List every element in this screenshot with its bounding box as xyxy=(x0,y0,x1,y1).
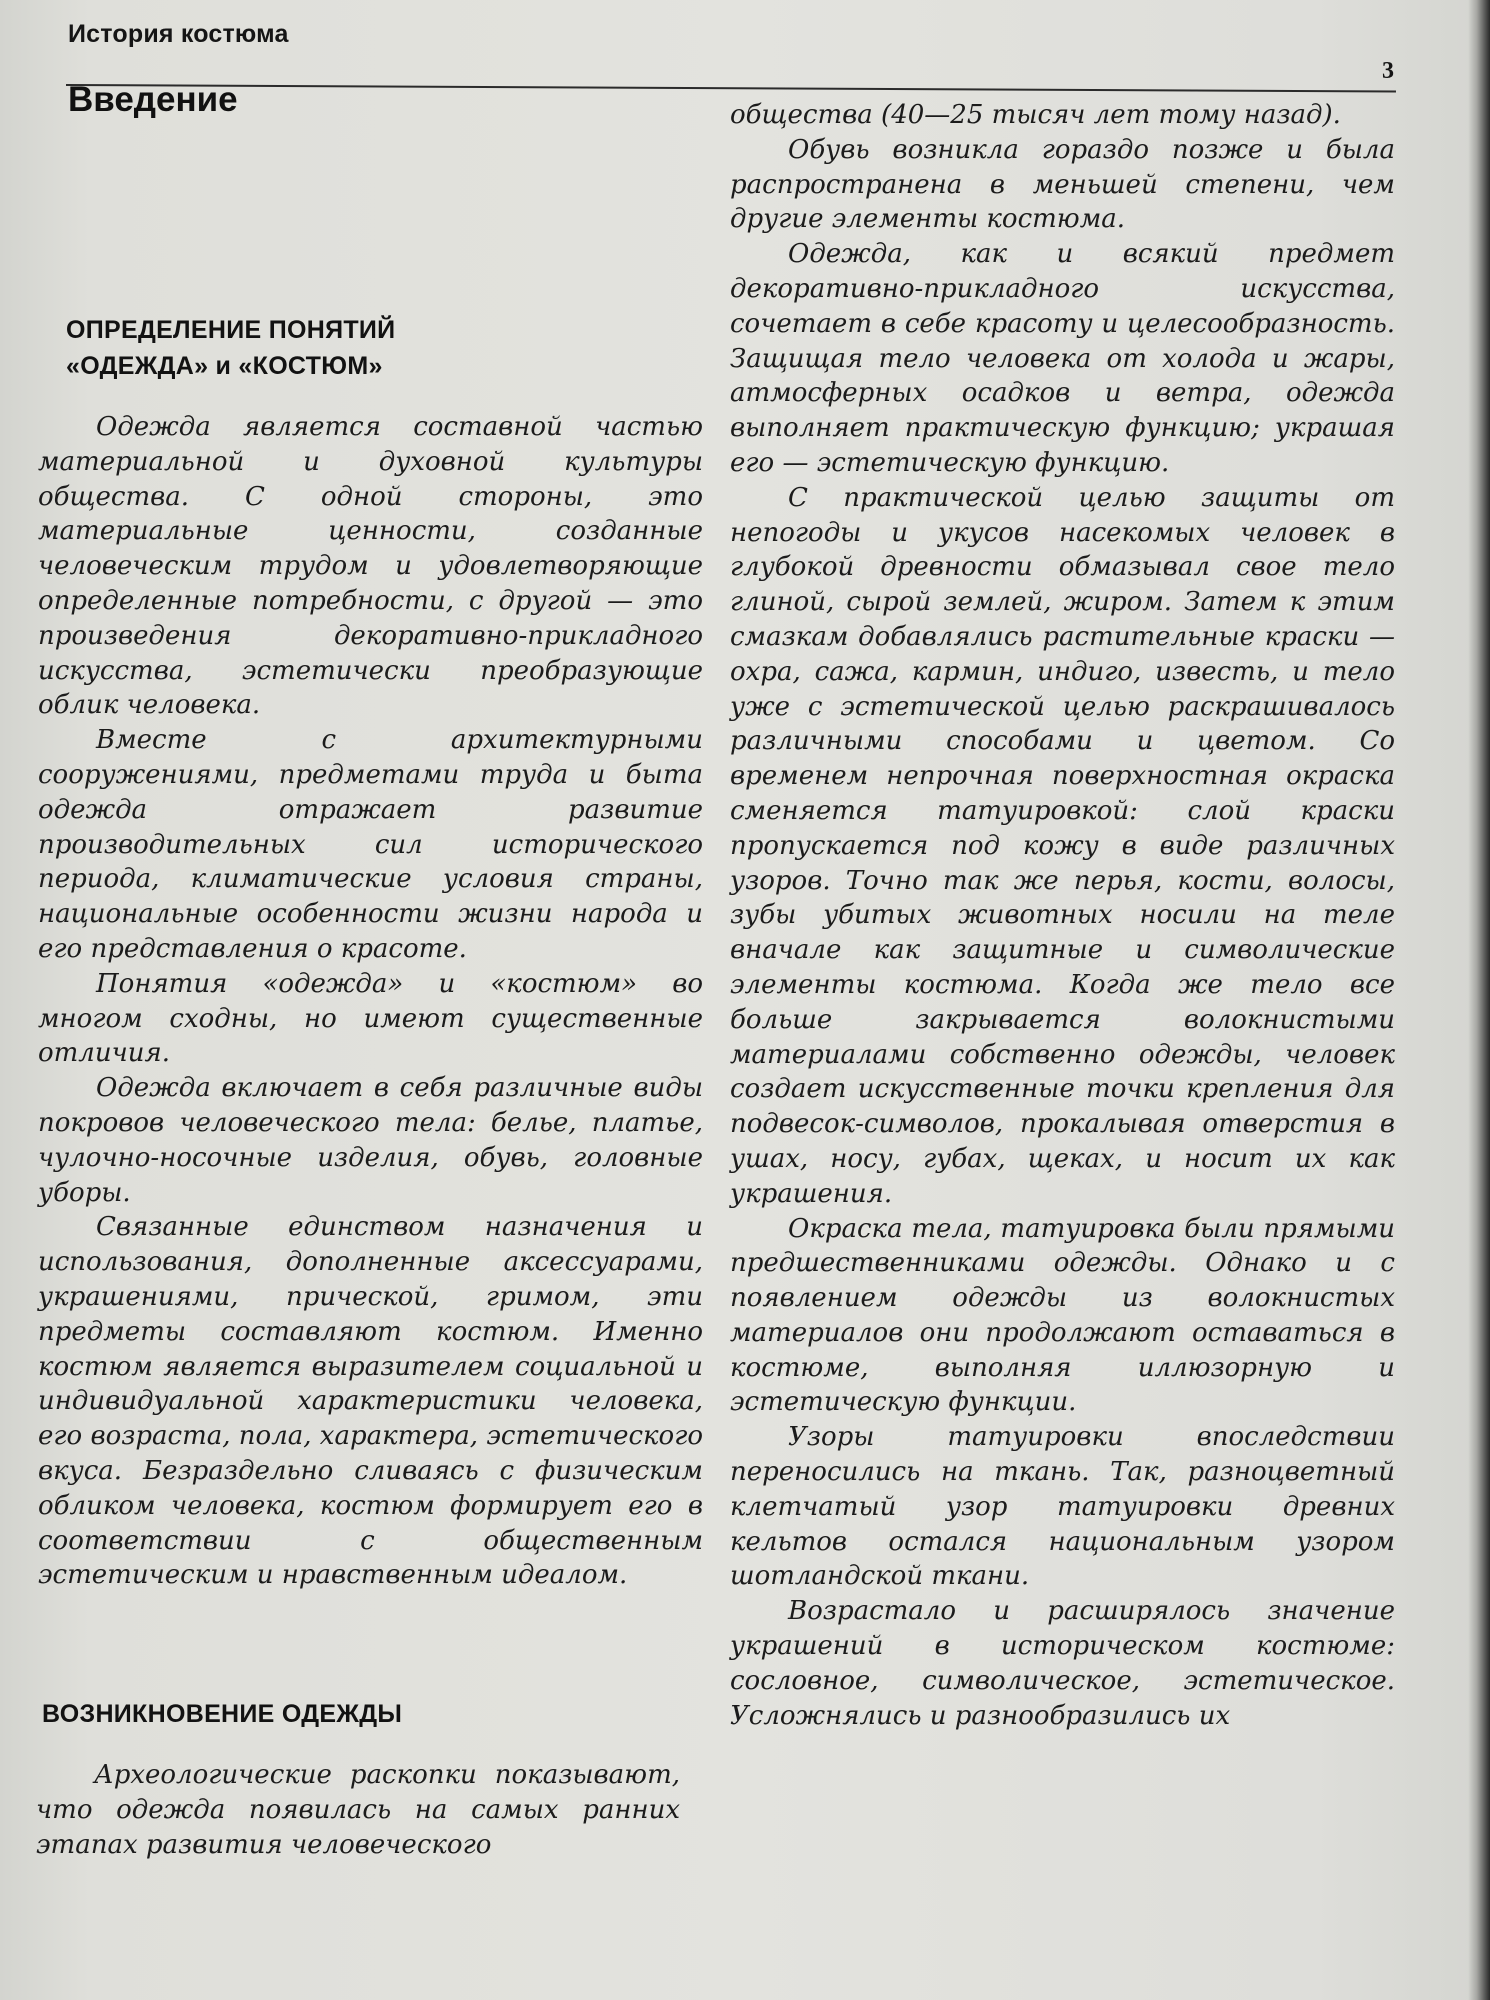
section-heading-line-2: «ОДЕЖДА» и «КОСТЮМ» xyxy=(66,352,383,380)
page-number: 3 xyxy=(1382,58,1394,84)
section-heading-line-1: ОПРЕДЕЛЕНИЕ ПОНЯТИЙ xyxy=(66,316,396,344)
paragraph: Понятия «одежда» и «костюм» во многом сходны, но имеют существенные отличия. xyxy=(38,968,703,1069)
running-head: История костюма xyxy=(68,20,289,48)
paragraph: Обувь возникла гораздо позже и была распространена в меньшей степени, чем другие элементы костюма. xyxy=(730,134,1395,235)
paragraph: Одежда является составной частью материальной и духовной культуры общества. С одной стороны, это материальные ценности, созданные человеческим трудом и удовлетворяющие определенные потребности, с другой — это произведения декоративно-прикладного искусства, эстетически преобразующие облик человека. xyxy=(38,412,703,721)
paragraph: С практической целью защиты от непогоды и укусов насекомых человек в глубокой древности обмазывал свое тело глиной, сырой землей, жиром. Затем к этим смазкам добавлялись растительные краски — охра, сажа, кармин, индиго, известь, и тело уже с эстетической целью раскрашивалось различными способами и цветом. Со временем непрочная поверхностная окраска сменяется татуировкой: слой краски пропускается под кожу в виде различных узоров. Точно так же перья, кости, волосы, зубы убитых животных носили на теле вначале как защитные и символические элементы костюма. Когда же тело все больше закрывается волокнистыми материалами собственно одежды, человек создает искусственные точки крепления для подвесок-символов, прокалывая отверстия в ушах, носу, губах, щеках, и носит их как украшения. xyxy=(730,482,1395,1209)
paragraph: Связанные единством назначения и использования, дополненные аксессуарами, украшениями, прической, гримом, эти предметы составляют костюм. Именно костюм является выразителем социальной и индивидуальной характеристики человека, его возраста, пола, характера, эстетического вкуса. Безраздельно сливаясь с физическим обликом человека, костюм формирует его в соответствии с общественным эстетическим и нравственным идеалом. xyxy=(38,1212,703,1591)
paragraph: Окраска тела, татуировка были прямыми предшественниками одежды. Однако и с появлением одежды из волокнистых материалов они продолжают оставаться в костюме, выполняя иллюзорную и эстетическую функции. xyxy=(730,1213,1395,1418)
header-rule xyxy=(66,84,1396,92)
page-edge-shadow xyxy=(1468,0,1490,2000)
section-heading-definitions xyxy=(66,312,395,384)
paragraph: Одежда, как и всякий предмет декоративно-прикладного искусства, сочетает в себе красоту и целесообразность. Защищая тело человека от холода и жары, атмосферных осадков и ветра, одежда выполняет практическую функцию; украшая его — эстетическую функцию. xyxy=(730,239,1395,478)
section-heading-origin: ВОЗНИКНОВЕНИЕ ОДЕЖДЫ xyxy=(42,1700,403,1728)
left-column-section-2 xyxy=(36,1758,680,1862)
paragraph-continuation: общества (40—25 тысяч лет тому назад). xyxy=(730,100,1341,130)
paragraph: Одежда включает в себя различные виды покровов человеческого тела: белье, платье, чулочно-носочные изделия, обувь, головные уборы. xyxy=(38,1073,703,1208)
chapter-title: Введение xyxy=(68,80,238,119)
left-column xyxy=(38,410,703,1593)
paragraph: Археологические раскопки показывают, что одежда появилась на самых ранних этапах развития человеческого xyxy=(36,1760,680,1860)
paragraph: Возрастало и расширялось значение украшений в историческом костюме: сословное, символическое, эстетическое. Усложнялись и разнообразились их xyxy=(730,1596,1395,1731)
paragraph: Узоры татуировки впоследствии переносились на ткань. Так, разноцветный клетчатый узор татуировки древних кельтов остался национальным узором шотландской ткани. xyxy=(730,1422,1395,1592)
right-column xyxy=(730,98,1395,1733)
paragraph: Вместе с архитектурными сооружениями, предметами труда и быта одежда отражает развитие производительных сил исторического периода, климатические условия страны, национальные особенности жизни народа и его представления о красоте. xyxy=(38,725,703,964)
